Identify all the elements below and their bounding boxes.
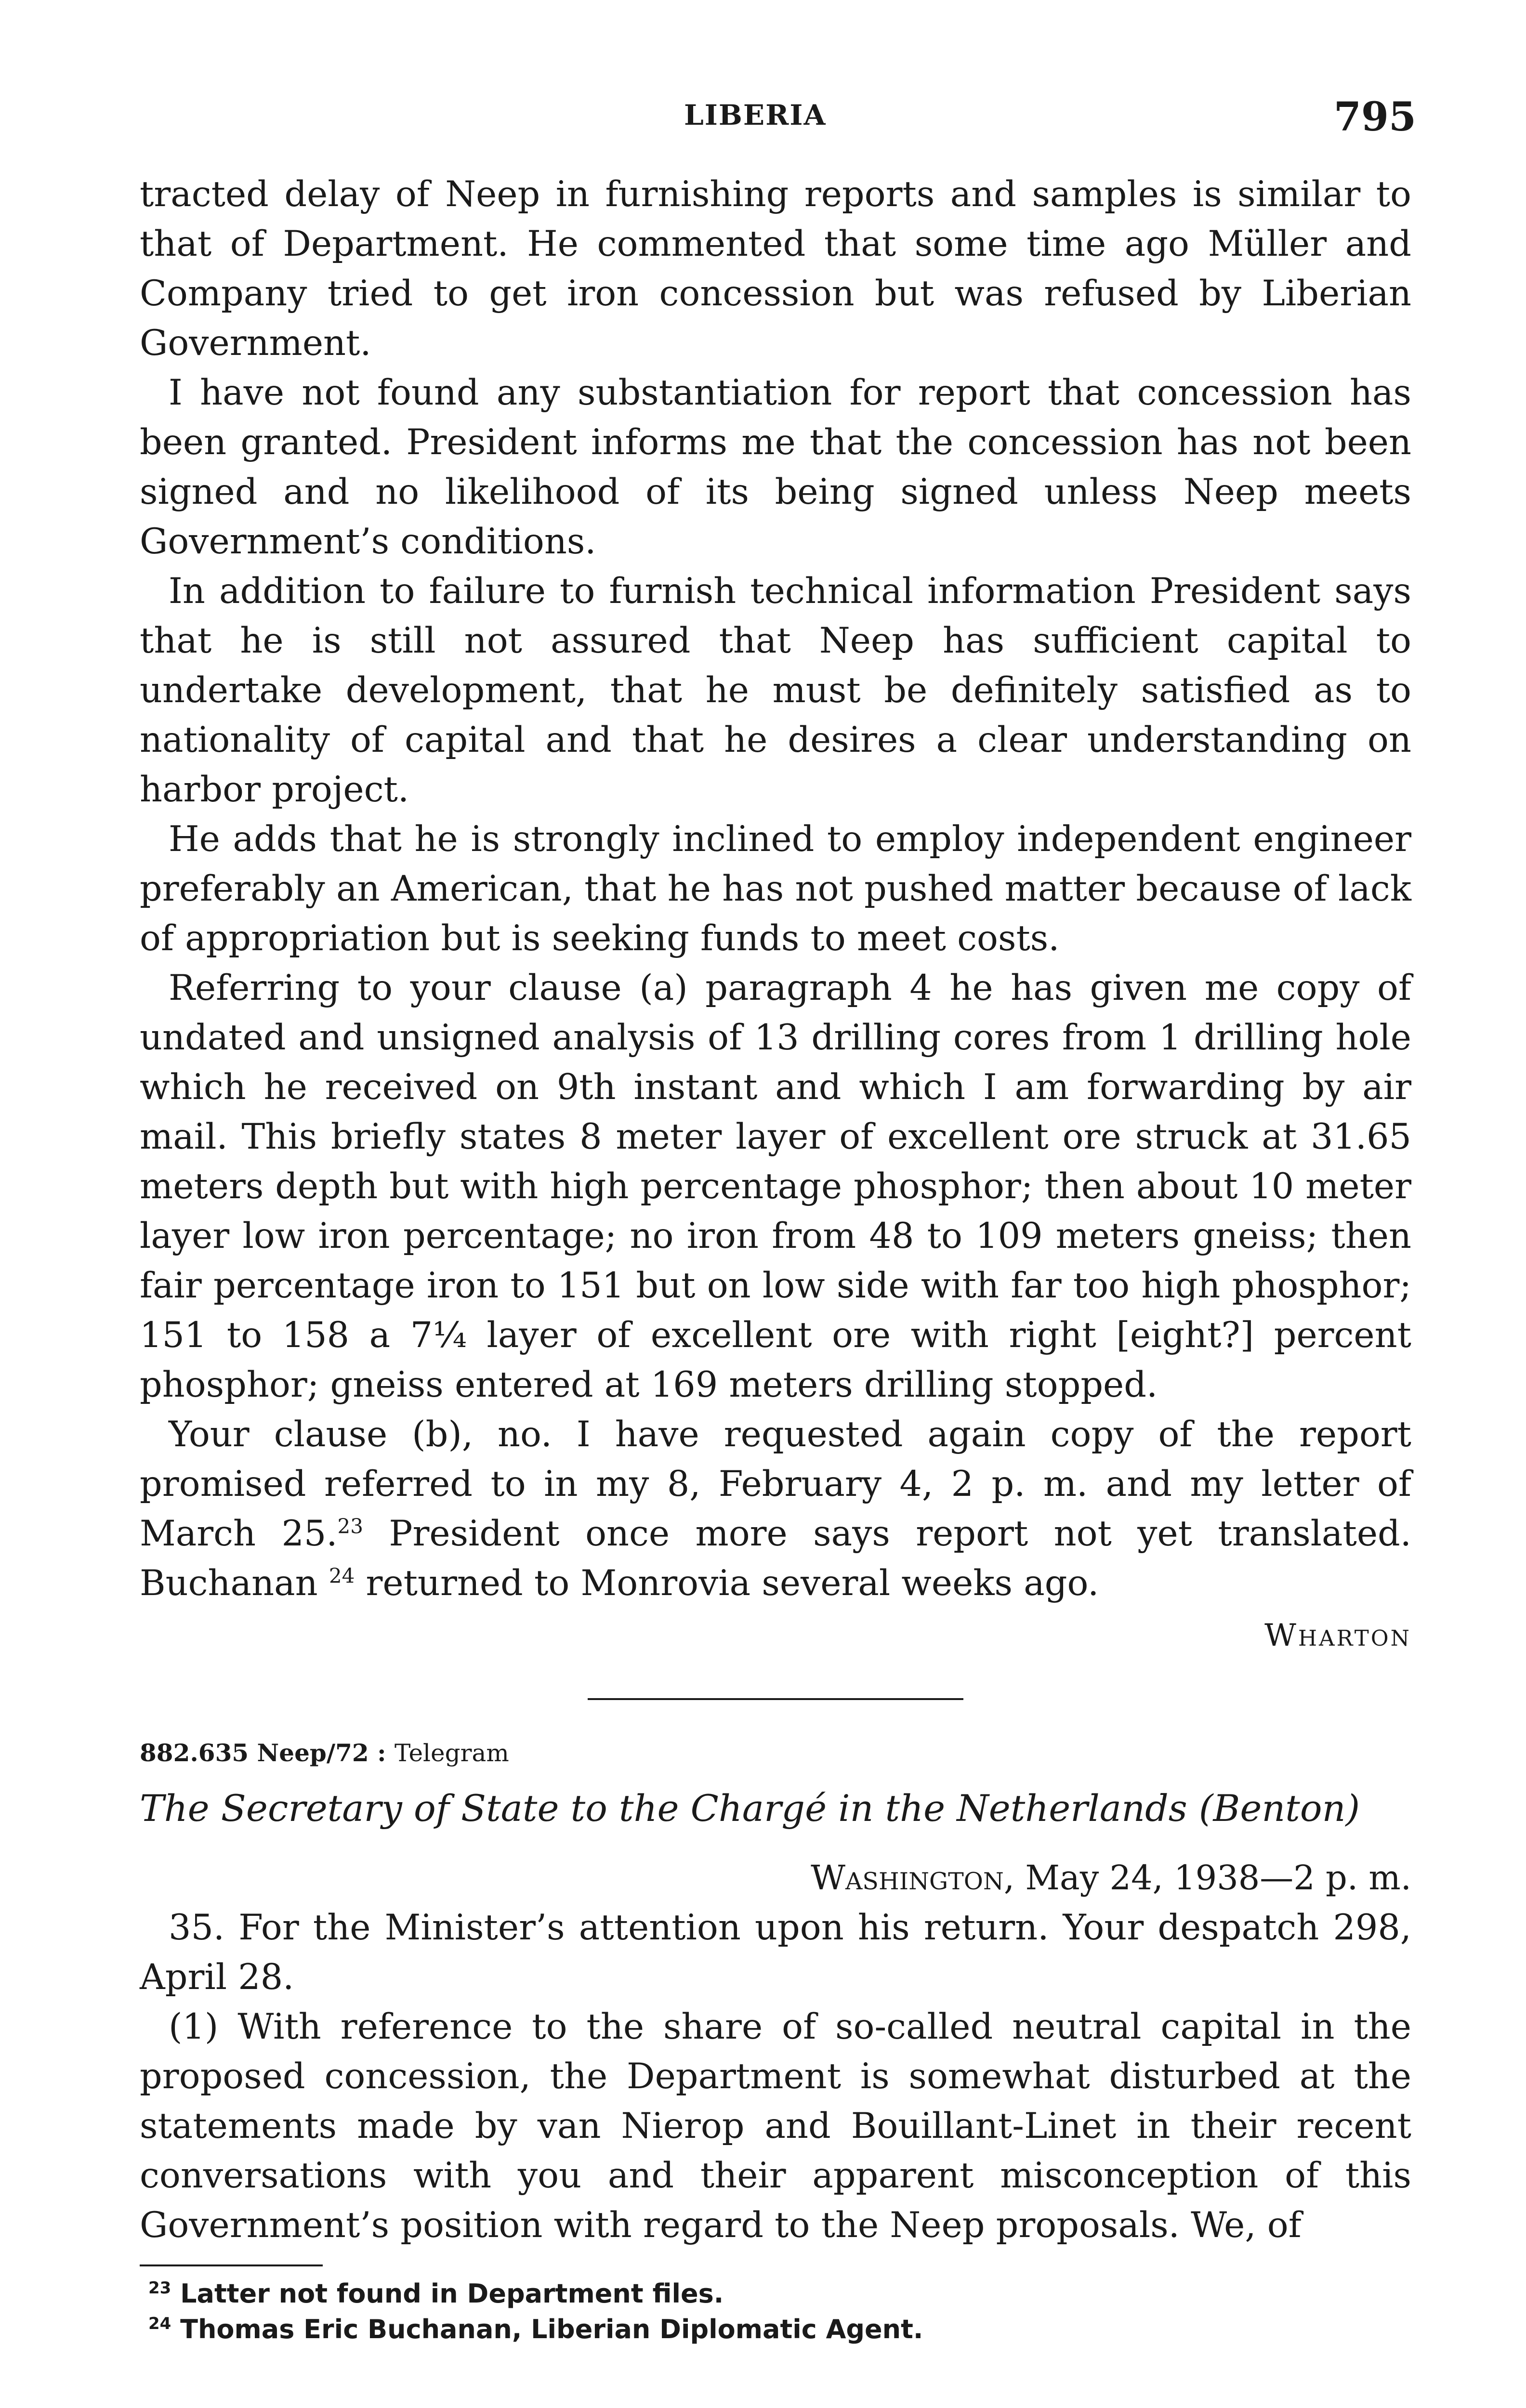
paragraph-text: returned to Monrovia several weeks ago.: [355, 1563, 1099, 1604]
file-type: Telegram: [394, 1739, 509, 1767]
main-text-column: [140, 170, 1411, 2347]
paragraph: [140, 1410, 1411, 1608]
paragraph: In addition to failure to furnish technical information President says that he is still not assured that Neep has sufficient capital to undertake development, that he must be definitely satisfied as to nationality of capital and that he desires a clear understanding on harbor project.: [140, 571, 1411, 810]
file-number: 882.635 Neep/72 :: [140, 1739, 386, 1767]
document-title: The Secretary of State to the Chargé in the Netherlands (Benton): [140, 1787, 1360, 1830]
section-divider: [588, 1698, 963, 1700]
paragraph-text: Your clause (b), no. I have requested again copy of the report promised referred to in my 8, February 4, 2 p. m. and my letter of March 25.: [140, 1414, 1411, 1554]
paragraph: I have not found any substantiation for report that concession has been granted. President informs me that the concession has not been signed and no likelihood of its being signed unless Neep meets Government’s conditions.: [140, 372, 1411, 562]
dateline-date: May 24, 1938—2 p. m.: [1025, 1858, 1411, 1898]
footnote-mark: 23: [148, 2278, 171, 2298]
footnote-ref: 23: [337, 1514, 363, 1538]
paragraph: (1) With reference to the share of so-called neutral capital in the proposed concession, the Department is somewhat disturbed at the statements made by van Nierop and Bouillant-Linet in their recent conversations with you and their apparent misconception of this Government’s position with regard to the Neep proposals. We, of: [140, 2006, 1411, 2246]
footnote-mark: 24: [148, 2314, 171, 2333]
dateline: [140, 1853, 1411, 1903]
page-number: 795: [1333, 94, 1416, 140]
page-header: [0, 94, 1526, 147]
footnote-text: Thomas Eric Buchanan, Liberian Diplomatic Agent.: [180, 2314, 923, 2344]
footnote: [140, 2312, 1411, 2347]
paragraph-text: President once more says report not yet translated. Buchanan: [140, 1513, 1411, 1604]
signature: Wharton: [1264, 1618, 1411, 1653]
footnote-text: Latter not found in Department files.: [180, 2278, 724, 2309]
footnote-ref: 24: [329, 1564, 355, 1588]
paragraph: He adds that he is strongly inclined to employ independent engineer preferably an American, that he has not pushed matter because of lack of appropriation but is seeking funds to meet costs.: [140, 819, 1411, 959]
running-head: LIBERIA: [684, 99, 827, 131]
paragraph: Referring to your clause (a) paragraph 4 he has given me copy of undated and unsigned analysis of 13 drilling cores from 1 drilling hole which he received on 9th instant and which I am forwarding by air mail. This briefly states 8 meter layer of excellent ore struck at 31.65 meters depth but with high percentage phosphor; then about 10 meter layer low iron percentage; no iron from 48 to 109 meters gneiss; then fair percentage iron to 151 but on low side with far too high phosphor; 151 to 158 a 7¼ layer of excellent ore with right [eight?] percent phosphor; gneiss entered at 169 meters drilling stopped.: [140, 968, 1411, 1405]
footnote: [140, 2276, 1411, 2312]
dateline-place: Washington,: [811, 1858, 1015, 1898]
paragraph: 35. For the Minister’s attention upon his return. Your despatch 298, April 28.: [140, 1907, 1411, 1998]
footnotes: [140, 2276, 1411, 2347]
footnote-divider: [140, 2264, 323, 2266]
paragraph: tracted delay of Neep in furnishing reports and samples is similar to that of Department. He commented that some time ago Müller and Company tried to get iron concession but was refused by Liberian Government.: [140, 174, 1411, 364]
file-reference: [140, 1734, 1411, 1772]
